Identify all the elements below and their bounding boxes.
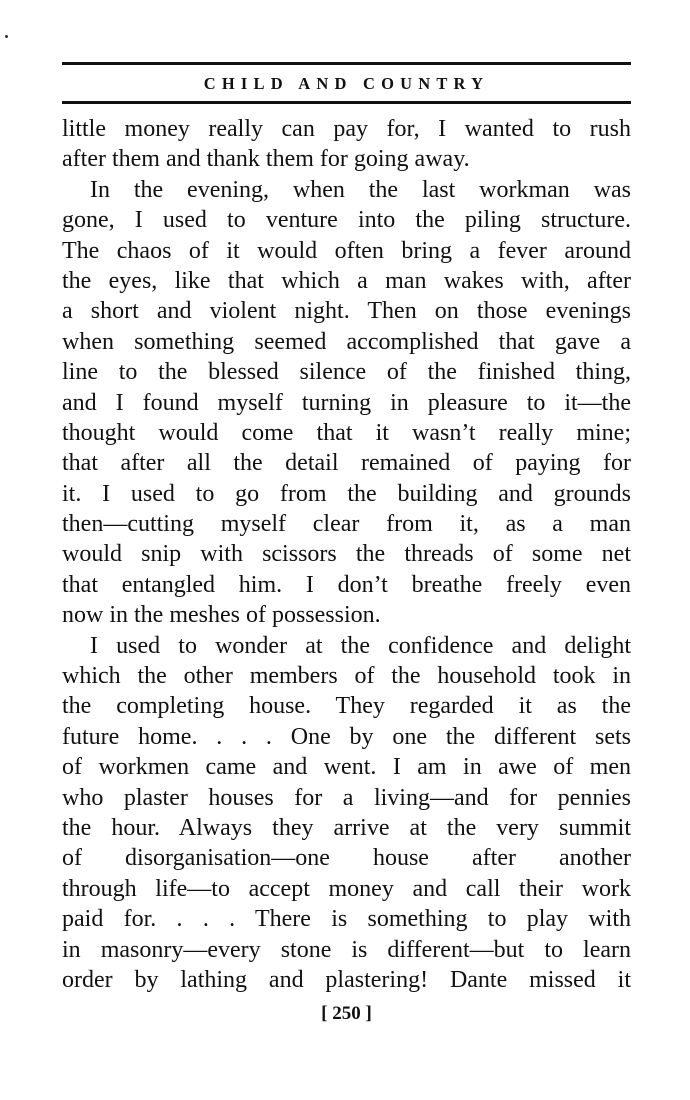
text-line: a short and violent night. Then on those evenings bbox=[62, 298, 631, 325]
text-line: would snip with scissors the threads of some net bbox=[62, 541, 631, 568]
text-line: of workmen came and went. I am in awe of men bbox=[62, 754, 631, 781]
body-text bbox=[62, 114, 631, 995]
text-line: that entangled him. I don’t breathe freely even bbox=[62, 571, 631, 598]
text-line: paid for. . . . There is something to play with bbox=[62, 906, 631, 933]
text-line: that after all the detail remained of paying for bbox=[62, 450, 631, 477]
text-line: the eyes, like that which a man wakes with, after bbox=[62, 267, 631, 294]
text-line: the hour. Always they arrive at the very summit bbox=[62, 814, 631, 841]
scan-speck bbox=[5, 35, 8, 38]
text-line: in masonry—every stone is different—but to learn bbox=[62, 936, 631, 963]
running-head: CHILD AND COUNTRY bbox=[203, 74, 490, 93]
text-line: now in the meshes of possession. bbox=[62, 602, 381, 629]
text-line: line to the blessed silence of the finished thing, bbox=[62, 359, 631, 386]
text-line: through life—to accept money and call their work bbox=[62, 875, 631, 902]
header-rule-top bbox=[62, 62, 631, 65]
text-line: which the other members of the household took in bbox=[62, 663, 631, 690]
text-line: after them and thank them for going away. bbox=[62, 146, 470, 173]
text-line: In the evening, when the last workman was bbox=[90, 176, 631, 203]
header-rule-bottom bbox=[62, 101, 631, 104]
page-number: [ 250 ] bbox=[321, 1003, 372, 1024]
text-line: order by lathing and plastering! Dante missed it bbox=[62, 966, 631, 993]
text-line: thought would come that it wasn’t really mine; bbox=[62, 419, 631, 446]
text-line: the completing house. They regarded it as the bbox=[62, 693, 631, 720]
text-line: then—cutting myself clear from it, as a man bbox=[62, 511, 631, 538]
text-line: little money really can pay for, I wanted to rush bbox=[62, 116, 631, 142]
text-line: The chaos of it would often bring a fever around bbox=[62, 237, 631, 264]
text-line: who plaster houses for a living—and for pennies bbox=[62, 784, 631, 811]
text-line: when something seemed accomplished that gave a bbox=[62, 328, 631, 355]
text-line: I used to wonder at the confidence and delight bbox=[90, 632, 631, 659]
text-line: future home. . . . One by one the different sets bbox=[62, 723, 631, 750]
text-line: it. I used to go from the building and grounds bbox=[62, 480, 631, 507]
text-line: of disorganisation—one house after another bbox=[62, 845, 631, 872]
text-line: and I found myself turning in pleasure to it—the bbox=[62, 389, 631, 416]
text-line: gone, I used to venture into the piling structure. bbox=[62, 207, 631, 234]
